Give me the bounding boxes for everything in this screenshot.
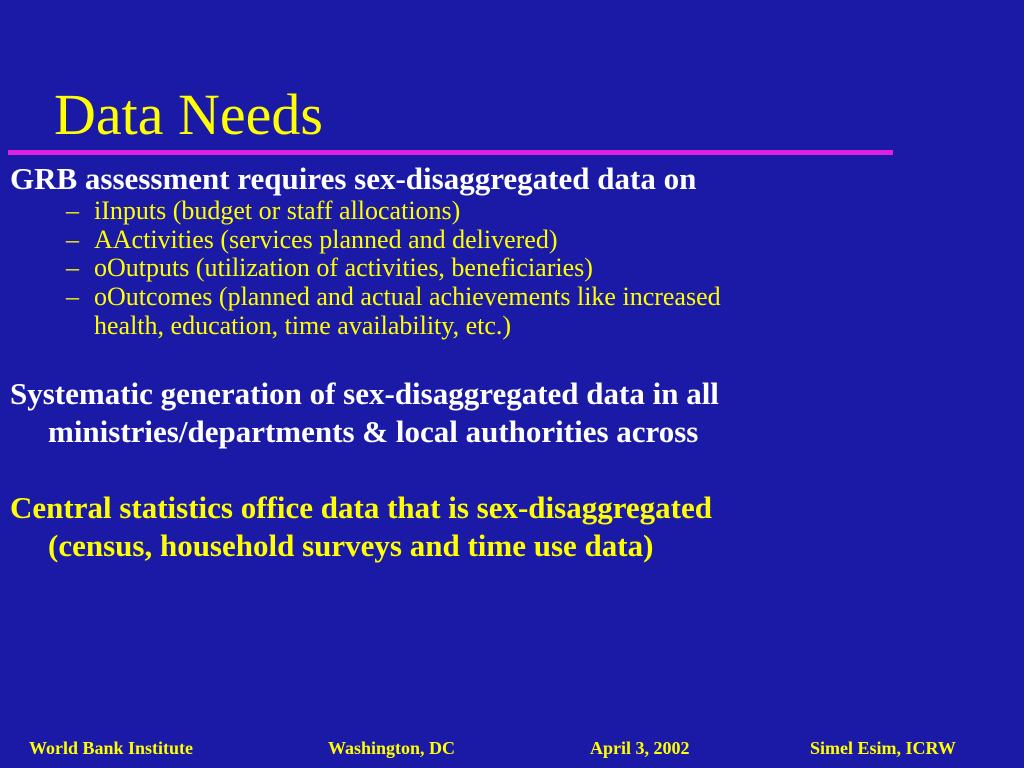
bullet-text: AActivities (services planned and delivered) xyxy=(94,225,558,254)
footer-date: April 3, 2002 xyxy=(590,738,690,758)
bullet-dash: – xyxy=(66,225,79,254)
footer-org: World Bank Institute xyxy=(29,738,194,758)
bullet-outputs xyxy=(66,254,593,283)
paragraph-central-statistics xyxy=(10,489,712,565)
title-divider xyxy=(8,150,893,155)
bullet-inputs xyxy=(66,197,460,226)
paragraph-line-continuation: ministries/departments & local authorities across xyxy=(48,414,699,449)
bullet-text: oOutcomes (planned and actual achievements like increased xyxy=(94,282,721,311)
bullet-activities xyxy=(66,226,558,255)
bullet-outcomes xyxy=(66,283,721,340)
bullet-text: iInputs (budget or staff allocations) xyxy=(94,196,461,225)
paragraph-line: Central statistics office data that is sex-disaggregated xyxy=(10,490,712,525)
bullet-dash: – xyxy=(66,282,79,311)
footer-author: Simel Esim, ICRW xyxy=(810,738,956,758)
bullet-dash: – xyxy=(66,196,79,225)
bullet-dash: – xyxy=(66,253,79,282)
footer-location: Washington, DC xyxy=(328,738,456,758)
paragraph-systematic-generation xyxy=(10,375,719,451)
bullet-text: oOutputs (utilization of activities, beneficiaries) xyxy=(94,253,593,282)
bullet-text-continuation: health, education, time availability, etc.) xyxy=(94,310,512,340)
paragraph-line-continuation: (census, household surveys and time use data) xyxy=(48,528,654,563)
paragraph-line: Systematic generation of sex-disaggregated data in all xyxy=(10,376,719,411)
paragraph-grb-assessment: GRB assessment requires sex-disaggregated data on xyxy=(10,161,697,196)
slide-title: Data Needs xyxy=(54,82,323,147)
